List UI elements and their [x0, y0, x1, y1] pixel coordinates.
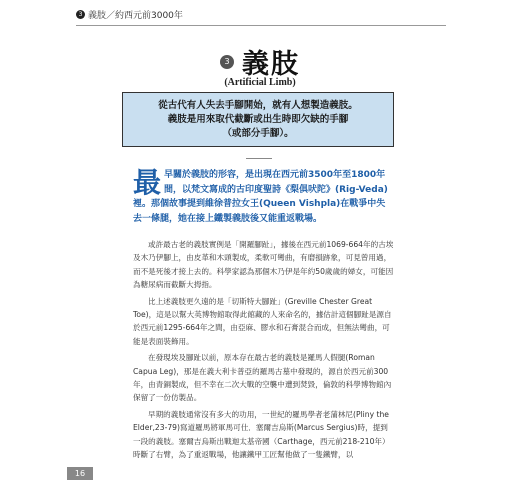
- lead-text: 早關於義肢的形容，是出現在西元前3500年至1800年間，以梵文寫成的古印度聖詩《梨俱吠陀》(Rig-Veda)裡。那個故事提到維徐普拉女王(Queen Vishpla)在戰爭中失去一條腿，她在接上鐵製義肢後又能重返戰場。: [133, 170, 388, 224]
- lead-paragraph: [133, 168, 393, 226]
- running-title: 義肢／約西元前3000年: [88, 11, 183, 21]
- header-divider: [76, 25, 446, 26]
- callout-line-2: 義肢是用來取代截斷或出生時即欠缺的手腳: [167, 114, 349, 125]
- callout-line-1: 從古代有人失去手腳開始，就有人想製造義肢。: [158, 100, 358, 111]
- page-number: 16: [67, 467, 93, 480]
- body-paragraph: 或許最古老的義肢實例是「開羅腳趾」，據後在西元前1069-664年的古埃及木乃伊腳上，由皮革和木頭製成，柔軟可彎曲，有磨損跡象，可見曾用過，而不是死後才接上去的。科學家認為那個木乃伊是年約50歲歲的婦女，可能因為糖尿病而截斷大拇指。: [133, 240, 394, 290]
- chapter-mark: 3: [76, 10, 85, 19]
- chapter-title: 義肢: [242, 49, 300, 80]
- body-text: [133, 238, 395, 465]
- summary-callout: [122, 92, 394, 147]
- chapter-number: 3: [220, 55, 234, 69]
- running-header: [76, 8, 183, 21]
- drop-cap: 最: [133, 166, 162, 199]
- body-paragraph: 早期的義肢通常沒有多大的功用，一世紀的羅馬學者老蒲林尼(Pliny the Elder,23-79)寫道羅馬將軍馬可仕．塞爾吉烏斯(Marcus Sergius)時，提到一段的義肢。塞爾吉烏斯出戰迦太基帝國（Carthage，西元前218-210年）時斷了右臂，為了重返戰場，他讓鐵甲工匠幫他做了一隻鐵臂，以: [133, 409, 390, 460]
- section-divider: [246, 158, 272, 159]
- chapter-subtitle: (Artificial Limb): [224, 77, 296, 88]
- callout-line-3: （或部分手腳）。: [222, 128, 294, 139]
- chapter-heading: [0, 42, 520, 81]
- body-paragraph: 在發現埃及腳趾以前，原本存在最古老的義肢是羅馬人假腿(Roman Capua Leg)，那是在義大利卡普亞的羅馬古墓中發現的，源自於西元前300年，由青銅製成，但不幸在二次大戰的空襲中遭到焚毀，倫敦的科學博物館內保留了一份仿製品。: [133, 353, 392, 403]
- body-paragraph: 比上述義肢更久遠的是「切斯特大腳趾」(Greville Chester Great Toe)，這是以幫大英博物館取得此館藏的人來命名的，據估計這個腳趾是源自於西元前1295-664年之間，由亞麻、膠水和石膏混合而成，但無法彎曲，可能是表面裝飾用。: [133, 296, 392, 346]
